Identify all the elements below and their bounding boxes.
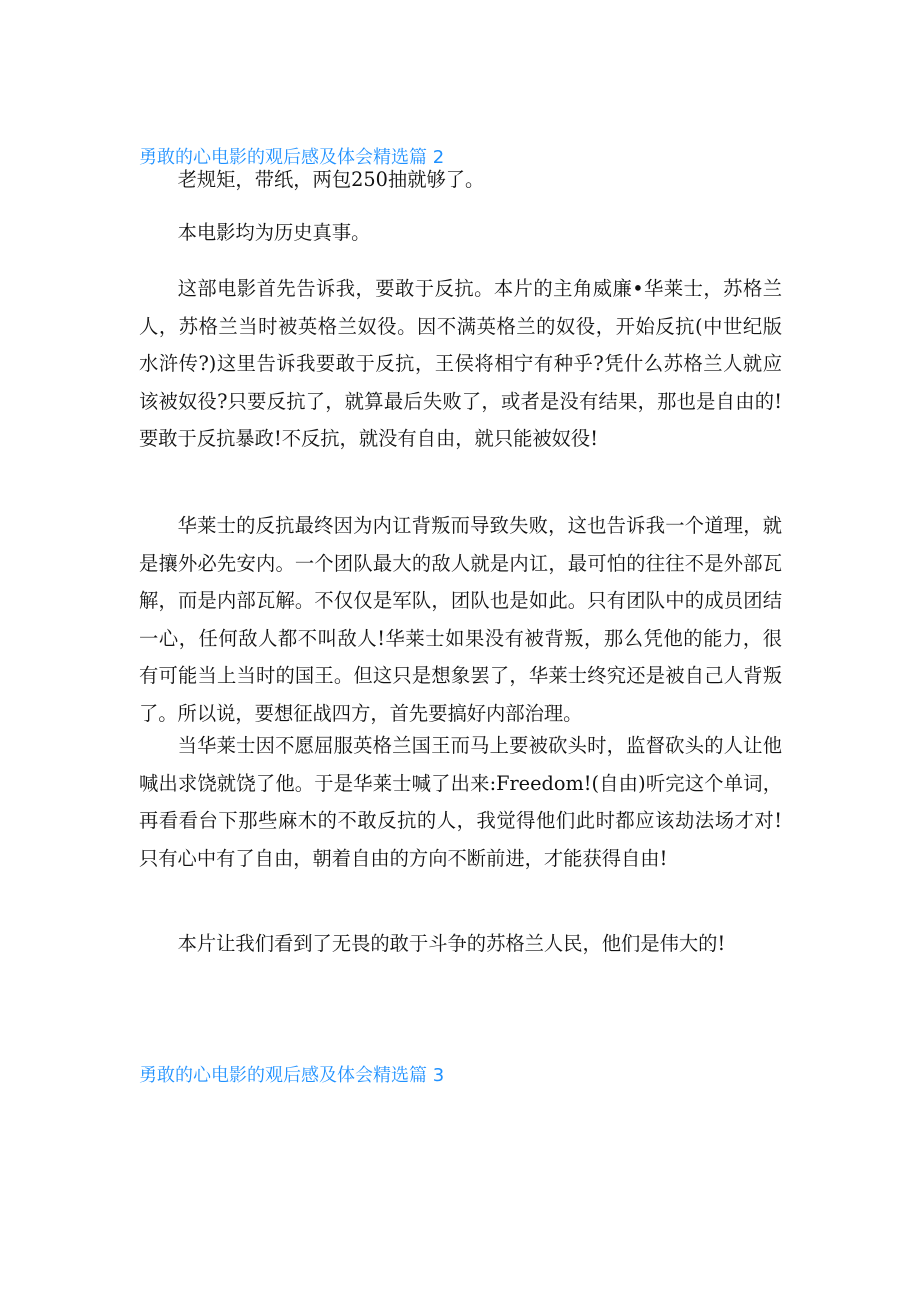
paragraph: 当华莱士因不愿屈服英格兰国王而马上要被砍头时，监督砍头的人让他喊出求饶就饶了他。于是华莱士喊了出来:Freedom!(自由)听完这个单词，再看看台下那些麻木的不敢反抗的人，我觉得他们此时都应该劫法场才对!只有心中有了自由，朝着自由的方向不断前进，才能获得自由! [139, 734, 782, 870]
paragraph: 老规矩，带纸，两包250抽就够了。 [177, 168, 485, 191]
paragraph: 华莱士的反抗最终因为内讧背叛而导致失败，这也告诉我一个道理，就是攘外必先安内。一个团队最大的敌人就是内讧，最可怕的往往不是外部瓦解，而是内部瓦解。不仅仅是军队，团队也是如此。只有团队中的成员团结一心，任何敌人都不叫敌人!华莱士如果没有被背叛，那么凭他的能力，很有可能当上当时的国王。但这只是想象罢了，华莱士终究还是被自己人背叛了。所以说，要想征战四方，首先要搞好内部治理。 [139, 514, 782, 725]
paragraph: 这部电影首先告诉我，要敢于反抗。本片的主角威廉•华莱士，苏格兰人，苏格兰当时被英格兰奴役。因不满英格兰的奴役，开始反抗(中世纪版水浒传?)这里告诉我要敢于反抗，王侯将相宁有种乎?凭什么苏格兰人就应该被奴役?只要反抗了，就算最后失败了，或者是没有结果，那也是自由的!要敢于反抗暴政!不反抗，就没有自由，就只能被奴役! [139, 277, 782, 450]
section-heading-2: 勇敢的心电影的观后感及体会精选篇 2 [139, 147, 445, 168]
section-heading-3: 勇敢的心电影的观后感及体会精选篇 3 [139, 1065, 445, 1086]
paragraph: 本片让我们看到了无畏的敢于斗争的苏格兰人民，他们是伟大的! [177, 932, 726, 955]
paragraph: 本电影均为历史真事。 [177, 221, 371, 244]
